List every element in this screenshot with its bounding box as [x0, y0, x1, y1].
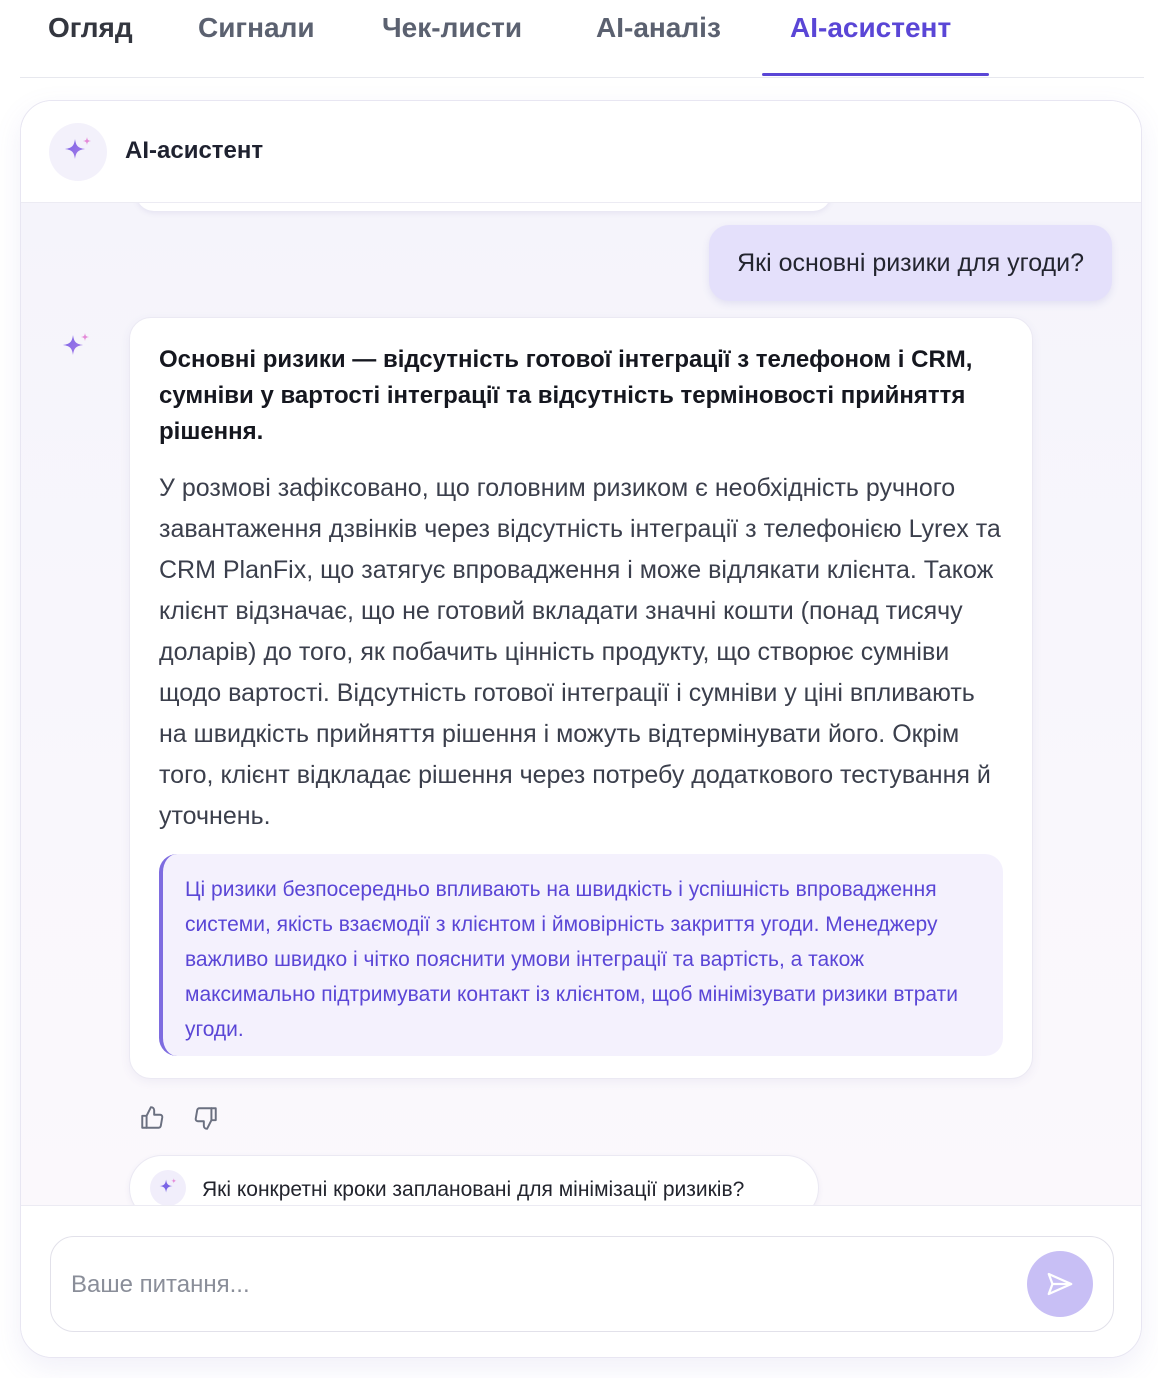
panel-title: AI-асистент — [125, 137, 264, 164]
tab-checklists[interactable]: Чек-листи — [382, 12, 523, 43]
active-tab-indicator — [762, 73, 989, 76]
tab-ai-analysis[interactable]: AI-аналіз — [596, 12, 721, 43]
suggested-question-text: Які конкретні кроки заплановані для мінімізації ризиків? — [202, 1178, 745, 1201]
assistant-panel — [20, 100, 1142, 1358]
thumbs-up-icon[interactable] — [139, 1105, 165, 1131]
send-button[interactable] — [1027, 1251, 1093, 1317]
assistant-message-callout — [159, 854, 1003, 1056]
assistant-avatar — [49, 123, 107, 181]
previous-message-bubble — [136, 203, 831, 211]
assistant-message-avatar — [47, 319, 105, 377]
assistant-message-heading: Основні ризики — відсутність готової інтеграції з телефоном і CRM, сумніви у вартості інтеграції та відсутність терміновості прийняття рішення. — [159, 346, 973, 445]
tab-signals[interactable]: Сигнали — [198, 12, 315, 43]
tab-bar — [20, 0, 1144, 78]
composer — [21, 1205, 1141, 1358]
panel-header — [21, 101, 1141, 203]
suggestion-avatar — [150, 1170, 186, 1205]
tab-ai-assistant[interactable]: AI-асистент — [790, 12, 952, 43]
thumbs-down-icon[interactable] — [193, 1105, 219, 1131]
question-input[interactable] — [71, 1263, 991, 1307]
assistant-message — [129, 317, 1033, 1079]
assistant-message-body: У розмові зафіксовано, що головним ризиком є необхідність ручного завантаження дзвінків через відсутність інтеграції з телефонією Lyrex та CRM PlanFix, що затягує впровадження і може відлякати клієнта. Також клієнт відзначає, що не готовий вкладати значні кошти (понад тисячу доларів) до того, як побачить цінність продукту, що створює сумніви щодо вартості. Відсутність готової інтеграції і сумніви у ціні впливають на швидкість прийняття рішення і можуть відтермінувати його. Окрім того, клієнт відкладає рішення через потребу додаткового тестування й уточнень. — [159, 474, 1001, 830]
suggested-question-chip[interactable] — [129, 1155, 819, 1205]
sparkle-icon — [61, 135, 95, 169]
callout-text: Ці ризики безпосередньо впливають на швидкість і успішність впровадження системи, якість взаємодії з клієнтом і ймовірність закриття угоди. Менеджеру важливо швидко і чітко пояснити умови інтеграції та вартість, а також максимально підтримувати контакт із клієнтом, щоб мінімізувати ризики втрати угоди. — [185, 878, 958, 1041]
send-icon — [1045, 1269, 1075, 1299]
user-message: Які основні ризики для угоди? — [709, 225, 1112, 301]
chat-history[interactable] — [21, 203, 1141, 1205]
question-input-box — [50, 1236, 1114, 1332]
sparkle-icon — [59, 331, 93, 365]
tab-overview[interactable]: Огляд — [48, 12, 133, 43]
sparkle-icon — [157, 1177, 179, 1199]
